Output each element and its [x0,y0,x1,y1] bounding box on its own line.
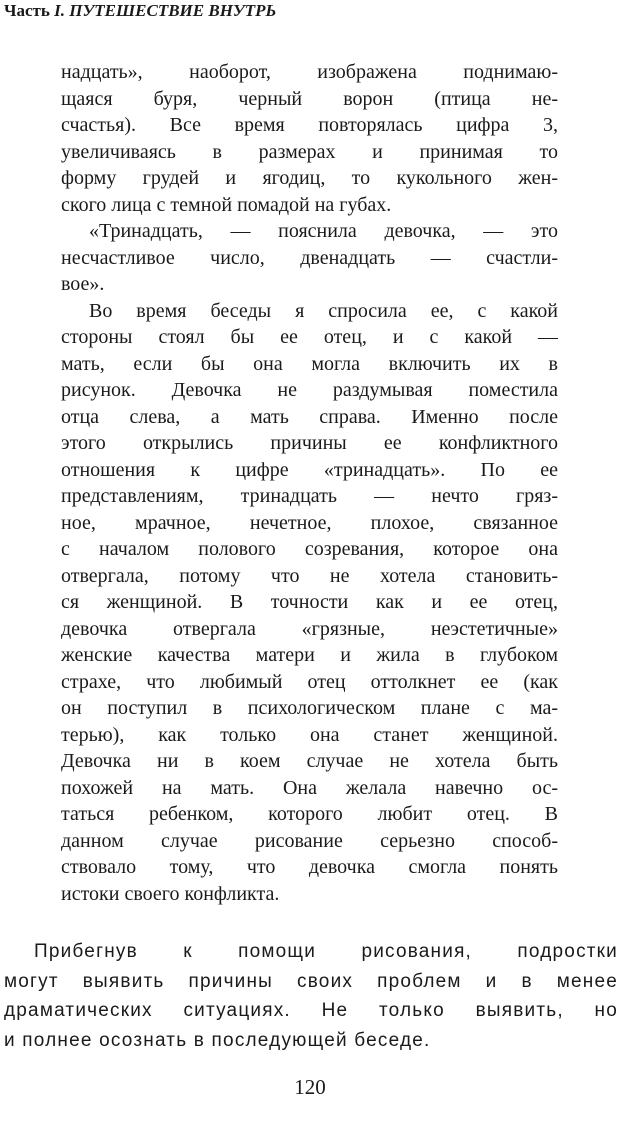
header-part-title: I. ПУТЕШЕСТВИЕ ВНУТРЬ [54,1,277,20]
text-line: «Тринадцать, — пояснила девочка, — это [89,220,558,242]
text-line: несчастливое число, двенадцать — счастли- [61,246,558,269]
text-line: этого открылись причины ее конфликтного [61,432,558,454]
text-line: девочка отвергала «грязные, неэстетичные» [61,617,558,640]
text-line: ное, мрачное, нечетное, плохое, связанное [61,511,558,534]
text-line: Девочка ни в коем случае не хотела быть [61,750,558,772]
text-line: счастья). Все время повторялась цифра 3, [61,114,558,136]
text-line: терью), как только она станет женщиной. [61,723,558,746]
text-line: отношения к цифре «тринадцать». По ее [61,458,558,481]
text-line: увеличиваясь в размерах и принимая то [61,140,558,163]
text-line: таться ребенком, которого любит отец. В [61,803,558,825]
text-line: щаяся буря, черный ворон (птица не- [61,87,558,110]
text-line: с началом полового созревания, которое она [61,538,558,560]
text-line: отца слева, а мать справа. Именно после [61,405,558,428]
text-line: драматических ситуациях. Не только выявить, но [4,1000,618,1021]
text-line: страхе, что любимый отец оттолкнет ее (как [61,670,558,693]
text-line: ствовало тому, что девочка смогла понять [61,856,558,878]
text-line: форму грудей и ягодиц, то кукольного жен- [61,167,558,189]
text-line: мать, если бы она могла включить их в [61,352,558,375]
header-part: Часть [4,1,55,20]
text-line: Во время беседы я спросила ее, с какой [89,299,558,322]
text-line: ского лица с темной помадой на губах. [61,193,392,216]
text-line: могут выявить причины своих проблем и в менее [4,970,618,992]
text-line: истоки своего конфликта. [61,882,280,905]
text-line: женские качества матери и жила в глубоком [61,644,558,666]
text-line: и полнее осознать в последующей беседе. [4,1029,431,1051]
text-line: похожей на мать. Она желала навечно ос- [61,776,558,799]
indented-quote-block [61,59,558,907]
text-line: вое». [61,273,105,295]
text-line: рисунок. Девочка не раздумывая поместила [61,379,558,401]
text-line: стороны стоял бы ее отец, и с какой — [61,326,558,348]
text-line: Прибегнув к помощи рисования, подростки [34,941,618,962]
page-number: 120 [294,1075,326,1099]
text-line: ся женщиной. В точности как и ее отец, [61,591,558,613]
text-line: данном случае рисование серьезно способ- [61,829,558,852]
text-line: представлениям, тринадцать — нечто гряз- [61,485,558,507]
text-line: отвергала, потому что не хотела становить- [61,564,558,587]
main-paragraph [4,937,618,1055]
running-header [4,0,604,22]
text-line: надцать», наоборот, изображена поднимаю- [61,61,558,83]
text-line: он поступил в психологическом плане с ма- [61,697,558,719]
